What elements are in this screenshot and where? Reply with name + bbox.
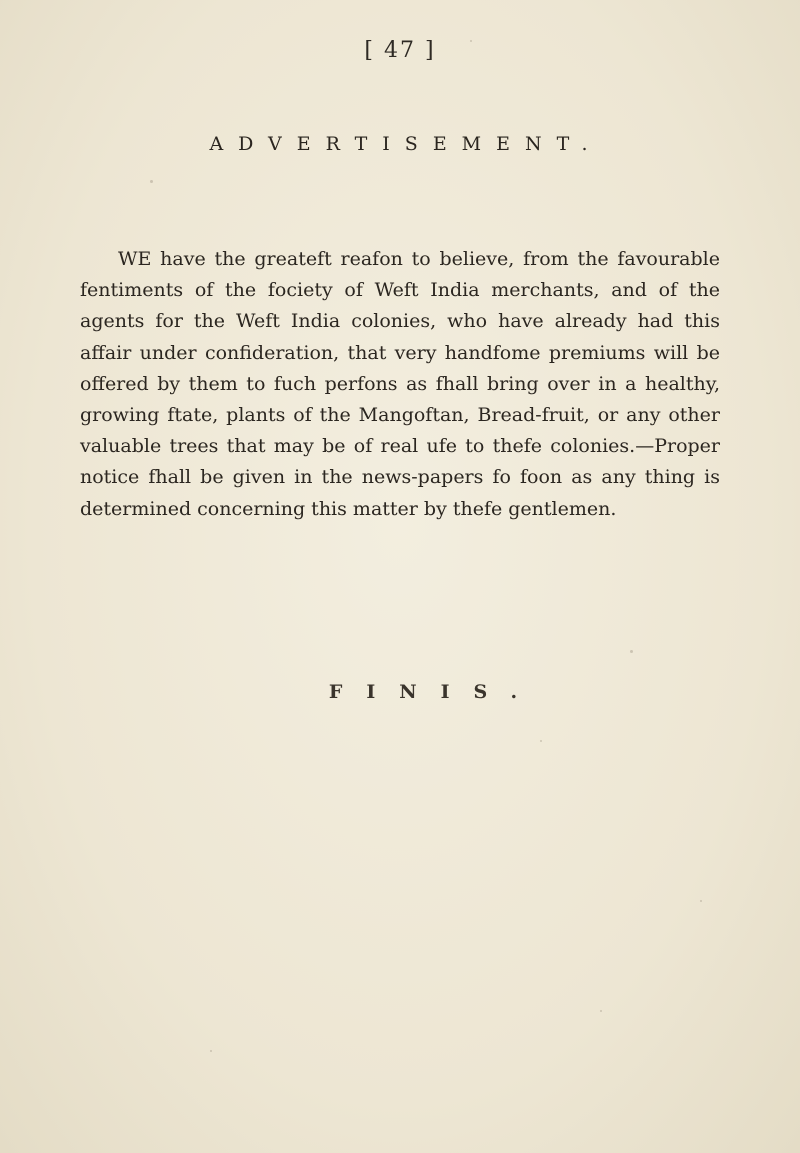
finis-mark: FINIS. [328,681,542,703]
paper-speck [210,1050,212,1052]
paper-speck [150,180,153,183]
paper-speck [470,40,472,42]
advertisement-heading: ADVERTISEMENT. [209,133,603,155]
page-number: [ 47 ] [364,38,436,63]
paper-speck [600,1010,602,1012]
advertisement-body: WE have the greateft reafon to believe, from the favourable fentiments of the fociety of Weft India merchants, and of the agents for the Weft India colonies, who have already had this affair under confideration, that very handfome premiums will be offered by them to fuch perfons as fhall bring over in a healthy, growing ftate, plants of the Mangoftan, Bread-fruit, or any other valuable trees that may be of real ufe to thefe colonies.—Proper notice fhall be given in the news-papers fo foon as any thing is determined concerning this matter by thefe gentlemen. [80,248,720,520]
paper-speck [700,900,702,902]
paper-speck [540,740,542,742]
paper-speck [630,650,633,653]
